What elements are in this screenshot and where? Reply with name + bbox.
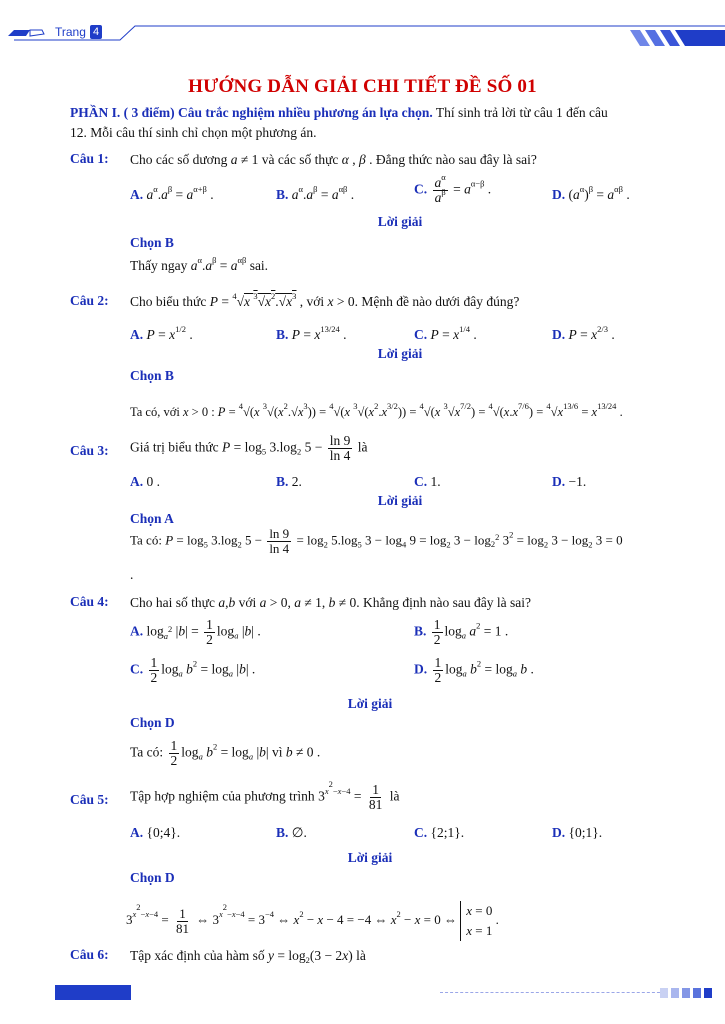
q1-solution: Thấy ngay $a^\alpha.a^\beta = a^{\alpha\beta}$ sai. — [130, 255, 269, 273]
q5-option-b: B. ∅. — [276, 825, 307, 840]
q4-option-b: B. $\frac{1}{2}$ $\log_a a^2 = 1$ . — [414, 617, 509, 647]
intro-line-1: PHẦN I. ( 3 điểm) Câu trắc nghiệm nhiều phương án lựa chọn. Thí sinh trả lời từ câu 1 đến câu — [70, 105, 608, 120]
q5-stem: Tập hợp nghiệm của phương trình $3^{x^2-x-4}$ = $\frac{1}{81}$ là — [130, 778, 400, 812]
q3-solution: Ta có: $P = \log_5 3.\log_2$ 5 − $\frac{\ln 9}{\ln 4}$ = $\log_2 5.\log_5$ $3 - \log_4 9 = \log_2 3 - \log_{2^2} 3^2 = \log_2 3 - \log_2 3 = 0$ — [130, 526, 623, 556]
q1-option-b: B. $a^\alpha.a^\beta = a^{\alpha\beta}$ . — [276, 184, 355, 202]
q2-option-d: D. $P = x^{2/3}$ . — [552, 324, 615, 342]
q3-answer: Chọn A — [130, 511, 174, 526]
q2-solution-heading: Lời giải — [377, 346, 423, 361]
q4-solution-heading: Lời giải — [347, 696, 393, 711]
q1-option-d: D. $(a^\alpha)^\beta = a^{\alpha\beta}$ . — [552, 184, 630, 202]
page-number: 4 — [90, 25, 102, 39]
q2-option-a: A. $P = x^{1/2}$ . — [130, 324, 193, 342]
q5-option-d: D. {0;1}. — [552, 825, 603, 840]
q1-stem: Cho các số dương a ≠ 1 và các số thực α , β . Đẳng thức nào sau đây là sai? — [130, 152, 537, 167]
q4-solution: Ta có: $\frac{1}{2}$ $\log_a b^2 = \log_a |b|$ vì b ≠ 0 . — [130, 738, 321, 768]
q4-label: Câu 4: — [70, 594, 109, 609]
q1-option-c: C. $\frac{a^\alpha}{a^\beta}$ = $a^{\alpha-\beta}$ . — [414, 172, 492, 205]
q1-solution-heading: Lời giải — [377, 214, 423, 229]
q3-option-d: D. −1. — [552, 474, 587, 489]
q6-label: Câu 6: — [70, 947, 109, 962]
q4-answer: Chọn D — [130, 715, 175, 730]
q2-answer: Chọn B — [130, 368, 174, 383]
footer-bar — [55, 985, 131, 1000]
header-decoration — [0, 0, 725, 48]
intro-line-2: 12. Mỗi câu thí sinh chỉ chọn một phương án. — [70, 125, 317, 140]
q2-stem: Cho biểu thức P = $^4$√x $^3√x^2.√x^3$ , với x > 0. Mệnh đề nào dưới đây đúng? — [130, 291, 520, 309]
q5-solution-heading: Lời giải — [347, 850, 393, 865]
pointing-hand-icon — [8, 30, 30, 36]
footer-line — [440, 992, 665, 993]
footer-squares — [660, 985, 720, 1001]
header-label: Trang — [55, 25, 86, 39]
q5-option-c: C. {2;1}. — [414, 825, 465, 840]
q4-option-a: A. $\log_{a^2} |b|$ = $\frac{1}{2}$ $\log_a |b|$ . — [130, 617, 261, 647]
q5-answer: Chọn D — [130, 870, 175, 885]
q3-stem: Giá trị biểu thức $P = \log_5 3.\log_2$ 5 − $\frac{\ln 9}{\ln 4}$ là — [130, 433, 368, 463]
q1-option-a: A. $a^\alpha.a^\beta = a^{\alpha+\beta}$ . — [130, 184, 214, 202]
q3-label: Câu 3: — [70, 443, 109, 458]
q3-option-a: A. 0 . — [130, 474, 160, 489]
q2-option-c: C. $P = x^{1/4}$ . — [414, 324, 477, 342]
page-title: HƯỚNG DẪN GIẢI CHI TIẾT ĐỀ SỐ 01 — [188, 76, 537, 97]
page-header — [0, 0, 725, 48]
q5-option-a: A. {0;4}. — [130, 825, 181, 840]
q4-option-c: C. $\frac{1}{2}$ $\log_a b^2 = \log_a |b|$ . — [130, 655, 256, 685]
q4-option-d: D. $\frac{1}{2}$ $\log_a b^2 = \log_a b$ . — [414, 655, 534, 685]
q3-option-b: B. 2. — [276, 474, 302, 489]
q1-answer: Chọn B — [130, 235, 174, 250]
q2-option-b: B. $P = x^{13/24}$ . — [276, 324, 347, 342]
q5-label: Câu 5: — [70, 792, 109, 807]
q6-stem: Tập xác định của hàm số $y = \log_2(3 - 2x)$ là — [130, 948, 366, 965]
q3-solution-heading: Lời giải — [377, 493, 423, 508]
q2-label: Câu 2: — [70, 293, 109, 308]
q3-solution-end: . — [130, 567, 134, 582]
q5-solution: $3^{x^2-x-4}$ = $\frac{1}{81}$ ⇔ $3^{x^2-x-4} = 3^{-4}$ ⇔ $x^2 - x - 4 = -4$ ⇔ $x^2 - x = 0$ ⇔ x = 0 x = 1 . — [126, 901, 499, 941]
q2-solution: Ta có, với x > 0 : P = $^4$√(x $^3√(x^2.√x^3)) = ^4√(x$ $^3√(x^2.x^{3/2})) = ^4√(x$ $^3√x^{7/2}) = ^4√(x.x^{7/6}) = ^4√x^{13/6} = x^{13/24}$ . — [130, 401, 623, 419]
q4-stem: Cho hai số thực a,b với a > 0, a ≠ 1, b ≠ 0. Khẳng định nào sau đây là sai? — [130, 595, 531, 610]
q3-option-c: C. 1. — [414, 474, 441, 489]
q1-label: Câu 1: — [70, 151, 109, 166]
